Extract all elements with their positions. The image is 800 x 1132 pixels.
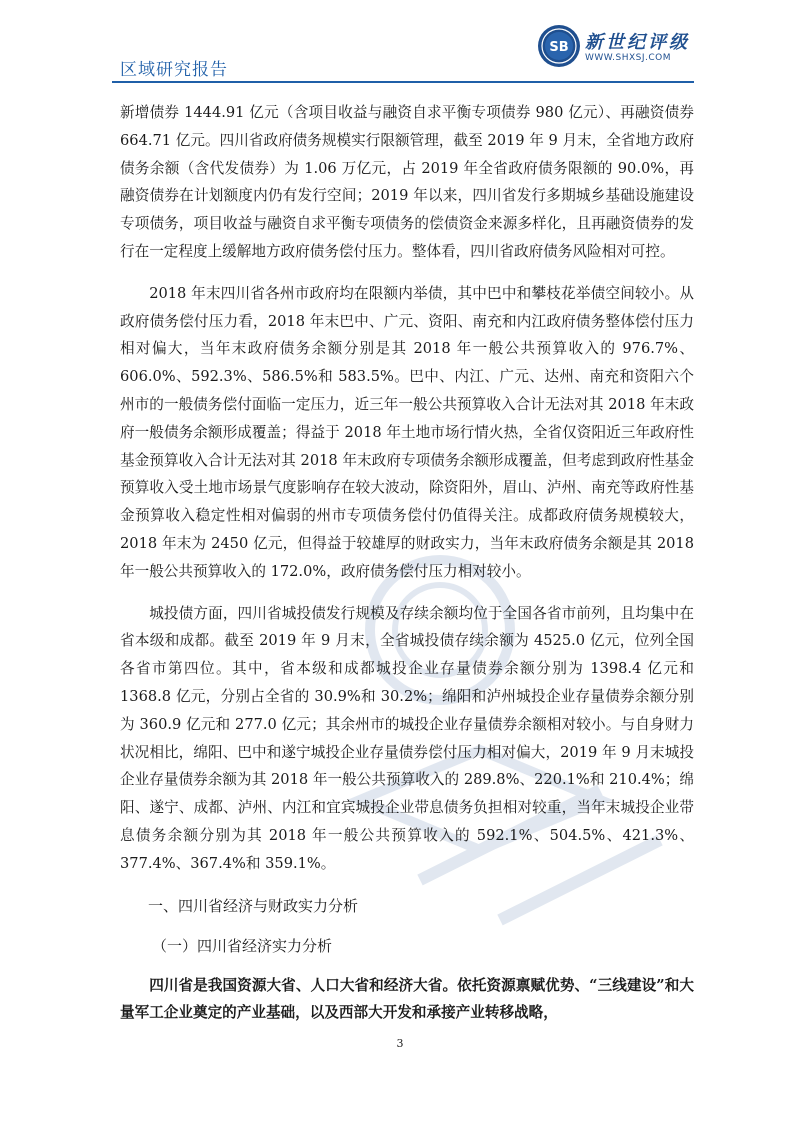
document-body (120, 99, 694, 1027)
paragraph-economy-intro: 四川省是我国资源大省、人口大省和经济大省。依托资源禀赋优势、“三线建设”和大量军工企业奠定的产业基础，以及西部大开发和承接产业转移战略， (120, 976, 694, 1022)
subsection-heading: （一）四川省经济实力分析 (152, 936, 333, 955)
paragraph-city-debt: 2018 年末四川省各州市政府均在限额内举债，其中巴中和攀枝花举债空间较小。从政府债务偿付压力看，2018 年末巴中、广元、资阳、南充和内江政府债务整体偿付压力相对偏大，当年末政府债务余额分别是其 2018 年一般公共预算收入的 976.7%、606.0%、592.3%、586.5%和 583.5%。巴中、内江、广元、达州、南充和资阳六个州市的一般债务偿付面临一定压力，近三年一般公共预算收入合计无法对其 2018 年末政府一般债务余额形成覆盖；得益于 2018 年土地市场行情火热，全省仅资阳近三年政府性基金预算收入合计无法对其 2018 年末政府专项债务余额形成覆盖，但考虑到政府性基金预算收入受土地市场景气度影响存在较大波动，除资阳外，眉山、泸州、南充等政府性基金预算收入稳定性相对偏弱的州市专项债务偿付仍值得关注。成都政府债务规模较大，2018 年末为 2450 亿元，但得益于较雄厚的财政实力，当年末政府债务余额是其 2018 年一般公共预算收入的 172.0%，政府债务偿付压力相对较小。 (120, 284, 694, 580)
company-logo-icon (537, 24, 581, 68)
logo-letters: SB (549, 40, 569, 55)
section-heading: 一、四川省经济与财政实力分析 (148, 896, 359, 915)
logo-name: 新世纪评级 (585, 32, 690, 53)
paragraph-lgfv-bonds: 城投债方面，四川省城投债发行规模及存续余额均位于全国各省市前列，且均集中在省本级和成都。截至 2019 年 9 月末，全省城投债存续余额为 4525.0 亿元，位列全国各省市第四位。其中，省本级和成都城投企业存量债券余额分别为 1398.4 亿元和 1368.8 亿元，分别占全省的 30.9%和 30.2%；绵阳和泸州城投企业存量债券余额分别为 360.9 亿元和 277.0 亿元；其余州市的城投企业存量债券余额相对较小。与自身财力状况相比，绵阳、巴中和遂宁城投企业存量债券偿付压力相对偏大，2019 年 9 月末城投企业存量债券余额为其 2018 年一般公共预算收入的 289.8%、220.1%和 210.4%；绵阳、遂宁、成都、泸州、内江和宜宾城投企业带息债务负担相对较重，当年末城投企业带息债务余额分别为其 2018 年一般公共预算收入的 592.1%、504.5%、421.3%、377.4%、367.4%和 359.1%。 (120, 604, 694, 872)
report-title: 区域研究报告 (120, 60, 228, 80)
logo-url: WWW.SHXSJ.COM (585, 53, 672, 63)
page-number: 3 (396, 1037, 404, 1050)
paragraph-debt-scale: 新增债券 1444.91 亿元（含项目收益与融资自求平衡专项债券 980 亿元）、再融资债券 664.71 亿元。四川省政府债务规模实行限额管理，截至 2019 年 9 月末，全省地方政府债务余额（含代发债券）为 1.06 万亿元，占 2019 年全省政府债务限额的 90.0%，再融资债券在计划额度内仍有发行空间；2019 年以来，四川省发行多期城乡基础设施建设专项债务，项目收益与融资自求平衡专项债务的偿债资金来源多样化，且再融资债券的发行在一定程度上缓解地方政府债务偿付压力。整体看，四川省政府债务风险相对可控。 (120, 104, 694, 260)
header-divider (112, 81, 694, 83)
page-header (0, 0, 800, 84)
